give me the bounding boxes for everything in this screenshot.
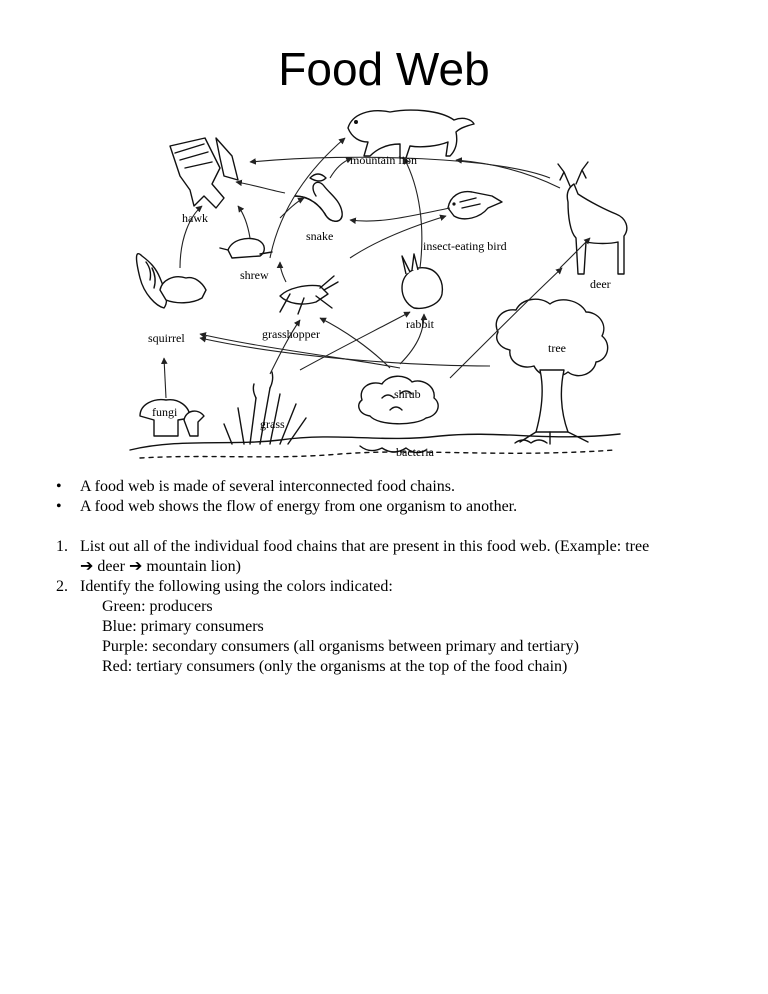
label-snake: snake [306, 229, 334, 243]
question-list [56, 537, 736, 677]
snake-drawing [295, 174, 342, 221]
chain-item: deer [97, 558, 125, 575]
question-text: List out all of the individual food chains that are present in this food web. (Example: tree [80, 538, 650, 555]
label-mountain-lion: mountain lion [350, 153, 417, 167]
label-hawk: hawk [182, 211, 208, 225]
food-web-diagram [120, 98, 640, 473]
color-instruction: Blue: primary consumers [102, 618, 264, 635]
label-shrub: shrub [394, 387, 421, 401]
arrow-icon: ➔ [80, 558, 94, 575]
question-item [56, 577, 736, 677]
arrow-icon: ➔ [128, 558, 143, 575]
rabbit-drawing [402, 254, 442, 308]
bullet-item: • A food web shows the flow of energy from one organism to another. [56, 497, 736, 517]
question-text: Identify the following using the colors indicated: [80, 578, 393, 595]
label-fungi: fungi [152, 405, 178, 419]
bullet-item: • A food web is made of several interconnected food chains. [56, 477, 736, 497]
grass-drawing [224, 372, 306, 444]
label-bacteria: bacteria [396, 445, 434, 459]
label-squirrel: squirrel [148, 331, 185, 345]
question-item [56, 537, 736, 577]
color-instruction: Purple: secondary consumers (all organisms between primary and tertiary) [102, 638, 579, 655]
color-instruction: Red: tertiary consumers (only the organisms at the top of the food chain) [102, 658, 568, 675]
label-shrew: shrew [240, 268, 269, 282]
bullet-list [56, 477, 736, 517]
tree-drawing [496, 299, 607, 444]
squirrel-drawing [137, 254, 207, 308]
label-grasshopper: grasshopper [262, 327, 320, 341]
hawk-drawing [170, 138, 238, 208]
question-number: 1. [56, 538, 68, 555]
label-rabbit: rabbit [406, 317, 434, 331]
question-number: 2. [56, 578, 68, 595]
label-insect-eating-bird: insect-eating bird [423, 239, 507, 253]
deer-drawing [558, 162, 627, 274]
grasshopper-drawing [280, 276, 338, 314]
label-grass: grass [260, 417, 285, 431]
label-deer: deer [590, 277, 611, 291]
mountain-lion-drawing [348, 110, 474, 158]
ground-drawing [130, 434, 620, 458]
worksheet-text [56, 477, 736, 677]
color-instruction: Green: producers [102, 598, 213, 615]
shrew-drawing [220, 238, 272, 258]
chain-item: mountain lion) [146, 558, 241, 575]
insect-eating-bird-drawing [448, 192, 502, 219]
page-title: Food Web [278, 43, 490, 95]
label-tree: tree [548, 341, 566, 355]
food-web-illustration [120, 98, 640, 473]
